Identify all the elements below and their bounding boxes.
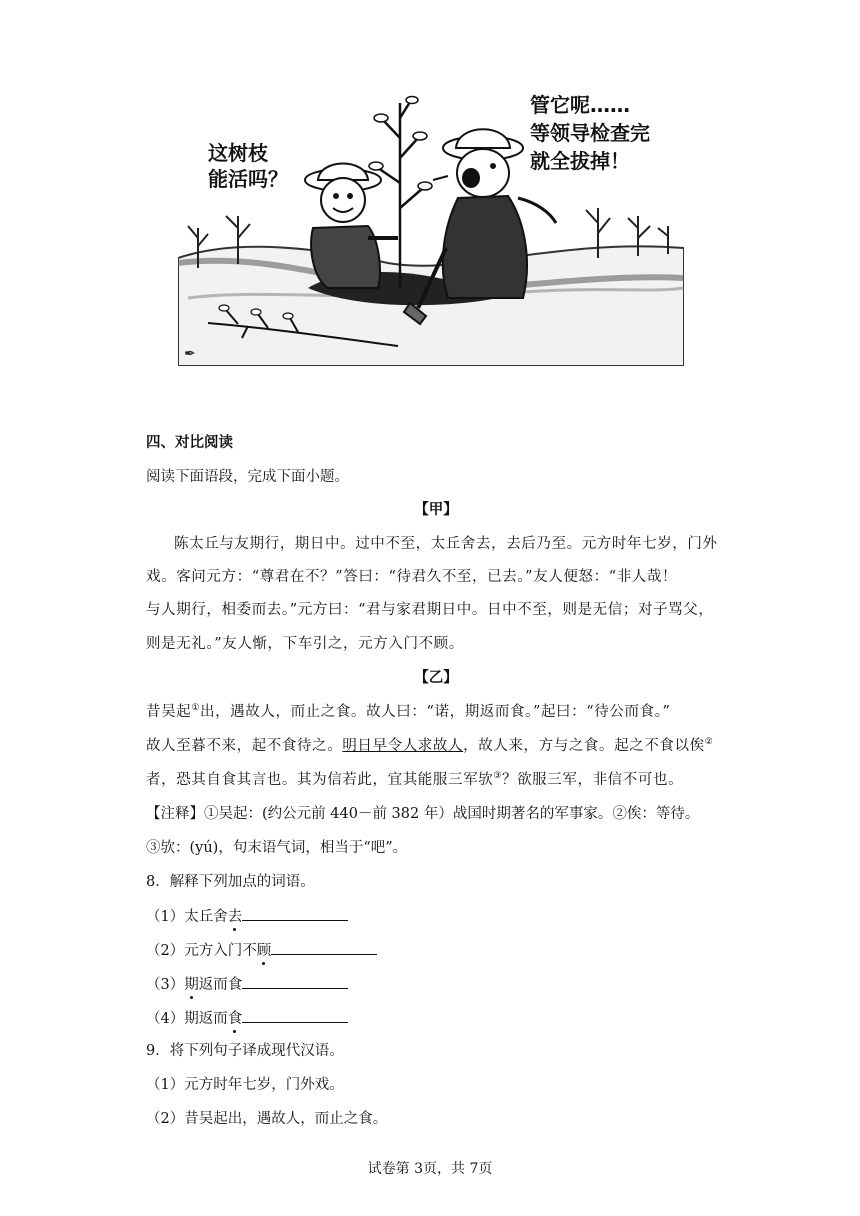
q8-item <box>146 974 726 994</box>
dotted-word: 期 <box>184 977 199 993</box>
q8-item-text: 期返而 <box>184 1011 228 1027</box>
note-marker-1: ① <box>191 703 200 714</box>
dotted-word: 食 <box>227 1011 243 1027</box>
section-heading: 四、对比阅读 <box>146 435 233 451</box>
right-bubble-line-2: 等领导检查完 <box>530 121 650 145</box>
answer-blank[interactable] <box>242 974 348 989</box>
q8-prompt: 8．解释下列加点的词语。 <box>146 874 315 890</box>
yi-line-2-a: 故人至暮不来，起不食待之。 <box>146 738 343 754</box>
right-bubble-line-3: 就全拔掉！ <box>530 149 630 173</box>
yi-line-1 <box>146 703 726 721</box>
jia-line-3: 与人期行，相委而去。”元方曰：“君与家君期日中。日中不至，则是无信；对子骂父， <box>146 602 714 618</box>
jia-line-2: 戏。客问元方：“尊君在不？”答曰：“待君久不至，已去。”友人便怒：“非人哉！ <box>146 569 678 585</box>
q9-item-1: （1）元方时年七岁，门外戏。 <box>146 1077 344 1093</box>
cartoon-illustration <box>178 88 684 366</box>
q8-item-number: （3） <box>146 977 185 993</box>
jia-line-4: 则是无礼。”友人惭，下车引之，元方入门不顾。 <box>146 636 464 652</box>
note-marker-3: ③ <box>493 771 502 782</box>
yi-line-2-b: ，故人来，方与之食。起之不食以俟 <box>463 738 705 754</box>
yi-line-1-a: 昔吴起 <box>146 704 192 720</box>
left-bubble-line-2: 能活吗？ <box>208 167 288 191</box>
dotted-word: 去 <box>227 909 243 925</box>
jia-line-1: 陈太丘与友期行，期日中。过中不至，太丘舍去，去后乃至。元方时年七岁，门外 <box>174 536 718 552</box>
q8-item <box>146 940 726 960</box>
section-instruction: 阅读下面语段，完成下面小题。 <box>146 469 349 485</box>
answer-blank[interactable] <box>242 1008 348 1023</box>
jia-title: 【甲】 <box>414 502 458 518</box>
answer-blank[interactable] <box>271 940 377 955</box>
q8-item-number: （4） <box>146 1011 185 1027</box>
q9-prompt: 9．将下列句子译成现代汉语。 <box>146 1043 344 1059</box>
q8-item-text: 太丘舍 <box>184 909 228 925</box>
yi-line-1-b: 出，遇故人，而止之食。故人曰：“诺，期返而食。”起曰：“待公而食。” <box>199 704 671 720</box>
yi-line-3 <box>146 771 726 789</box>
notes-line-1: 【注释】①吴起：(约公元前 440－前 382 年）战国时期著名的军事家。②俟：等待。 <box>146 806 700 822</box>
yi-line-2 <box>146 737 726 755</box>
q8-item-text: 元方入门不 <box>184 943 257 959</box>
q8-item-number: （1） <box>146 909 185 925</box>
underlined-sentence: 明日早令人求故人 <box>342 738 464 754</box>
page-footer: 试卷第 3页，共 7页 <box>367 1161 493 1177</box>
note-marker-2: ② <box>704 737 714 748</box>
svg-text:✒: ✒ <box>184 346 196 362</box>
yi-title: 【乙】 <box>414 670 458 686</box>
yi-line-3-a: 者，恐其自食其言也。其为信若此，宜其能服三军欤 <box>146 772 494 788</box>
dotted-word: 顾 <box>256 943 272 959</box>
q8-item-number: （2） <box>146 943 185 959</box>
q9-item-2: （2）昔吴起出，遇故人，而止之食。 <box>146 1111 388 1127</box>
q8-item <box>146 906 726 926</box>
notes-line-2: ③欤：(yú)，句末语气词，相当于“吧”。 <box>146 840 408 856</box>
answer-blank[interactable] <box>242 906 348 921</box>
q8-item <box>146 1008 726 1028</box>
right-bubble-line-1: 管它呢…… <box>530 93 630 117</box>
yi-line-3-b: ？欲服三军，非信不可也。 <box>501 772 684 788</box>
q8-item-text: 返而食 <box>198 977 243 993</box>
left-bubble-line-1: 这树枝 <box>208 141 268 165</box>
